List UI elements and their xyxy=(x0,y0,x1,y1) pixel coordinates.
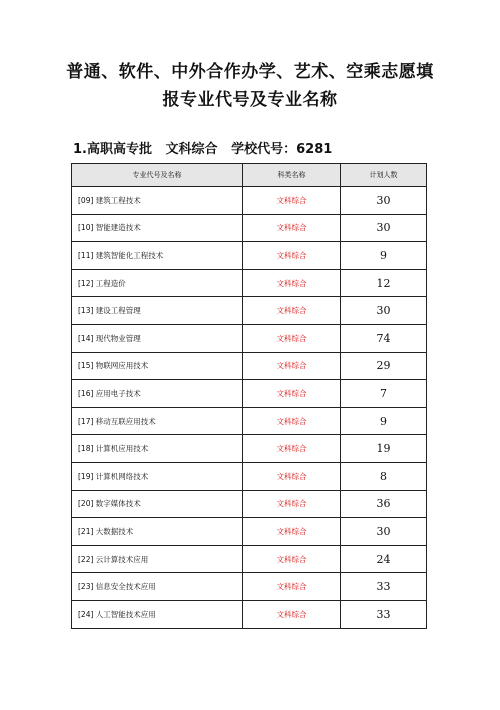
category-name: 文科综合 xyxy=(243,269,341,297)
table-row xyxy=(72,242,427,270)
category-name: 文科综合 xyxy=(243,435,341,463)
major-code-name: [20] 数字媒体技术 xyxy=(72,490,243,518)
plan-count: 8 xyxy=(341,462,427,490)
table-row xyxy=(72,380,427,408)
major-code-name: [12] 工程造价 xyxy=(72,269,243,297)
category-name: 文科综合 xyxy=(243,352,341,380)
table-row xyxy=(72,214,427,242)
table-row xyxy=(72,435,427,463)
table-row xyxy=(72,573,427,601)
major-code-name: [19] 计算机网络技术 xyxy=(72,462,243,490)
category-name: 文科综合 xyxy=(243,545,341,573)
major-code-name: [11] 建筑智能化工程技术 xyxy=(72,242,243,270)
category-name: 文科综合 xyxy=(243,462,341,490)
table-row xyxy=(72,518,427,546)
plan-count: 12 xyxy=(341,269,427,297)
page-title-line-1: 普通、软件、中外合作办学、艺术、空乘志愿填 xyxy=(66,62,434,82)
majors-table xyxy=(71,163,427,629)
table-row xyxy=(72,187,427,215)
table-row xyxy=(72,462,427,490)
category-name: 文科综合 xyxy=(243,407,341,435)
major-code-name: [15] 物联网应用技术 xyxy=(72,352,243,380)
category-name: 文科综合 xyxy=(243,490,341,518)
table-body xyxy=(72,187,427,629)
major-code-name: [10] 智能建造技术 xyxy=(72,214,243,242)
major-code-name: [16] 应用电子技术 xyxy=(72,380,243,408)
plan-count: 33 xyxy=(341,573,427,601)
category-name: 文科综合 xyxy=(243,214,341,242)
major-code-name: [14] 现代物业管理 xyxy=(72,324,243,352)
plan-count: 30 xyxy=(341,518,427,546)
major-code-name: [24] 人工智能技术应用 xyxy=(72,600,243,628)
major-code-name: [09] 建筑工程技术 xyxy=(72,187,243,215)
plan-count: 19 xyxy=(341,435,427,463)
plan-count: 9 xyxy=(341,242,427,270)
category-name: 文科综合 xyxy=(243,242,341,270)
plan-count: 30 xyxy=(341,214,427,242)
table-row xyxy=(72,600,427,628)
column-header-major: 专业代号及名称 xyxy=(72,164,243,187)
category-name: 文科综合 xyxy=(243,380,341,408)
table-row xyxy=(72,352,427,380)
plan-count: 36 xyxy=(341,490,427,518)
plan-count: 24 xyxy=(341,545,427,573)
table-header-row xyxy=(72,164,427,187)
category-name: 文科综合 xyxy=(243,297,341,325)
major-code-name: [13] 建设工程管理 xyxy=(72,297,243,325)
major-code-name: [21] 大数据技术 xyxy=(72,518,243,546)
column-header-plan: 计划人数 xyxy=(341,164,427,187)
category-name: 文科综合 xyxy=(243,573,341,601)
category-name: 文科综合 xyxy=(243,187,341,215)
plan-count: 9 xyxy=(341,407,427,435)
plan-count: 30 xyxy=(341,187,427,215)
category-name: 文科综合 xyxy=(243,324,341,352)
plan-count: 7 xyxy=(341,380,427,408)
plan-count: 29 xyxy=(341,352,427,380)
table-row xyxy=(72,297,427,325)
table-row xyxy=(72,269,427,297)
plan-count: 33 xyxy=(341,600,427,628)
section-heading: 1.高职高专批 文科综合 学校代号：6281 xyxy=(73,142,333,157)
page-title-line-2: 报专业代号及专业名称 xyxy=(162,90,338,110)
column-header-category: 科类名称 xyxy=(243,164,341,187)
table-row xyxy=(72,490,427,518)
table-row xyxy=(72,407,427,435)
major-code-name: [23] 信息安全技术应用 xyxy=(72,573,243,601)
table-row xyxy=(72,324,427,352)
plan-count: 30 xyxy=(341,297,427,325)
major-code-name: [22] 云计算技术应用 xyxy=(72,545,243,573)
category-name: 文科综合 xyxy=(243,600,341,628)
table-row xyxy=(72,545,427,573)
major-code-name: [17] 移动互联应用技术 xyxy=(72,407,243,435)
major-code-name: [18] 计算机应用技术 xyxy=(72,435,243,463)
category-name: 文科综合 xyxy=(243,518,341,546)
plan-count: 74 xyxy=(341,324,427,352)
